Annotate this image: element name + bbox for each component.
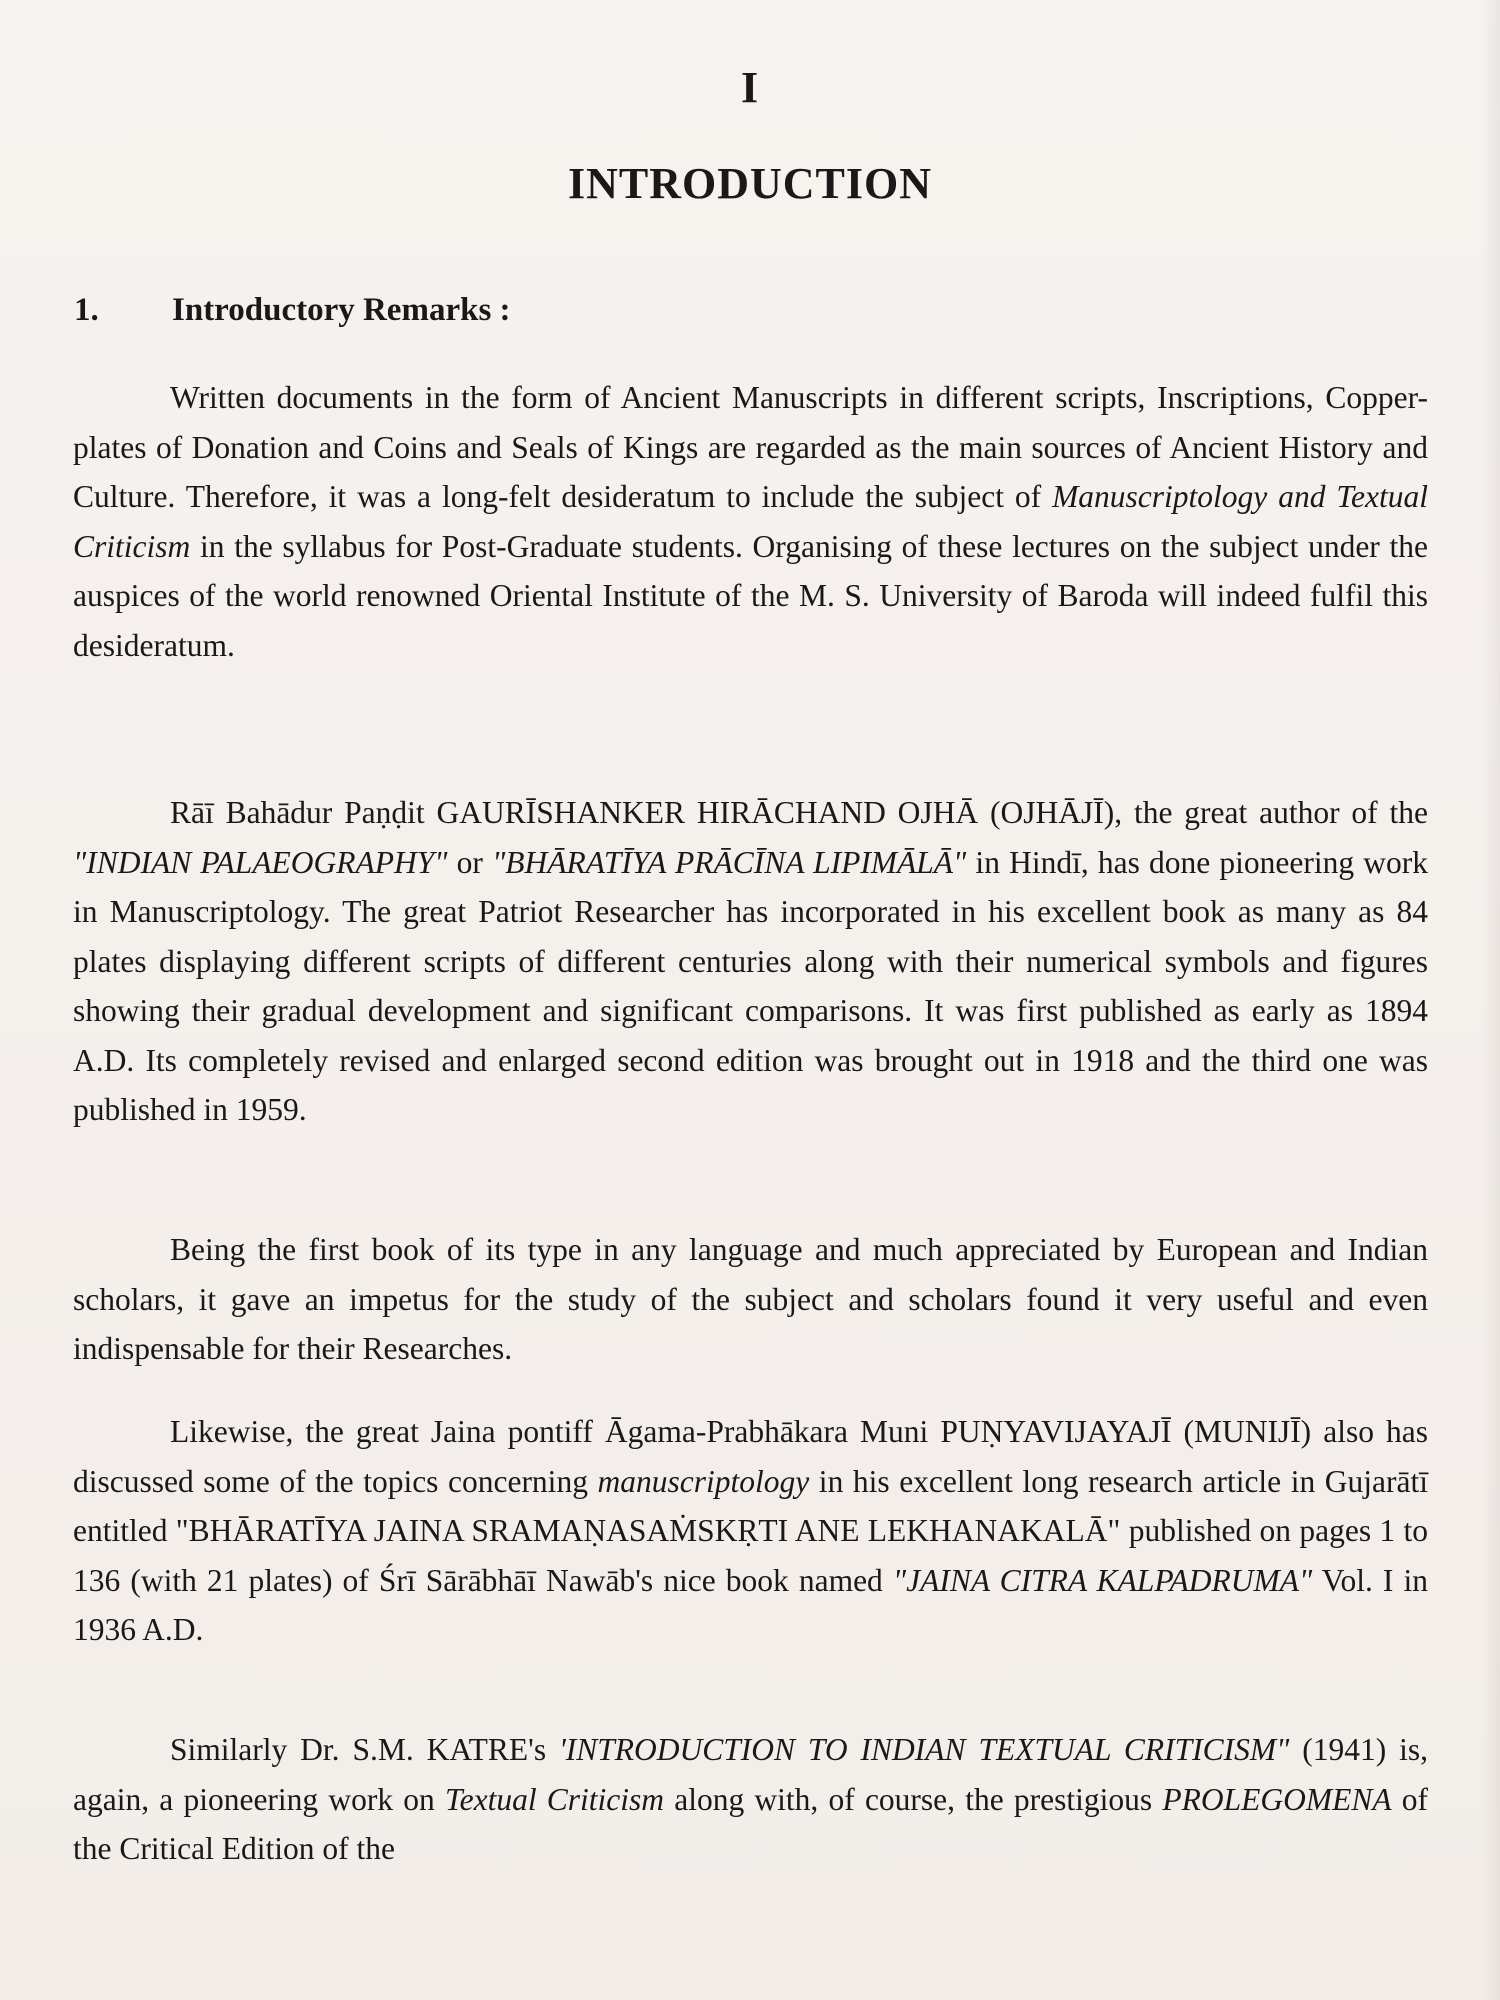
paragraph-5-italic-c: PROLEGOMENA [1162, 1781, 1392, 1817]
paragraph-2 [73, 788, 1428, 1135]
paragraph-1 [73, 373, 1428, 670]
paragraph-1-text-a: Written documents in the form of Ancient Manuscripts in different scripts, Inscriptions, Copper-plates of Donation and Coins and Seals of Kings are regarded as the main sources of Ancient History and Culture. Therefore, it was a long-felt desideratum to include the subject of [73, 380, 1428, 514]
chapter-title: INTRODUCTION [567, 159, 933, 208]
page-edge-shadow [1482, 0, 1500, 2000]
paragraph-4-text-c: Vol. I in 1936 A.D. [73, 1562, 1428, 1647]
paragraph-2-text-b: or [447, 844, 493, 880]
paragraph-3-text-a: Being the first book of its type in any language and much appreciated by European and Indian scholars, it gave an impetus for the study of the subject and scholars found it very useful and even indispensable for their Researches. [73, 1232, 1428, 1366]
paragraph-3 [73, 1225, 1428, 1374]
chapter-number: I [740, 63, 760, 112]
section-heading [74, 292, 511, 329]
paragraph-4-italic-a: manuscriptology [597, 1463, 810, 1499]
paragraph-2-italic-a: "INDIAN PALAEOGRAPHY" [73, 844, 448, 880]
paragraph-5-italic-a: 'INTRODUCTION TO INDIAN TEXTUAL CRITICISM" [559, 1732, 1290, 1767]
paragraph-5-text-b: (1941) is, again, a pioneering work on [73, 1732, 1428, 1817]
paragraph-4-italic-b: "JAINA CITRA KALPADRUMA" [892, 1562, 1313, 1598]
section-title: Introductory Remarks : [172, 292, 511, 328]
paragraph-2-italic-b: "BHĀRATĪYA PRĀCĪNA LIPIMĀLĀ" [492, 844, 967, 880]
paragraph-5-text-c: along with, of course, the prestigious [664, 1781, 1163, 1817]
paragraph-5 [73, 1725, 1428, 1874]
paragraph-4 [73, 1407, 1428, 1655]
paragraph-1-italic-a: Manuscriptology and Textual Criticism [73, 479, 1428, 564]
paragraph-4-text-b: in his excellent long research article in Gujarātī entitled "BHĀRATĪYA JAINA SRAMAṆASAṀSKṚTI ANE LEKHANAKALĀ" published on pages 1 to 136 (with 21 plates) of Śrī Sārābhāī Nawāb's nice book named [73, 1463, 1428, 1598]
paragraph-5-text-a: Similarly Dr. S.M. KATRE's [170, 1732, 559, 1767]
paragraph-5-italic-b: Textual Criticism [445, 1781, 665, 1817]
paragraph-5-text-d: of the Critical Edition of the [73, 1781, 1429, 1866]
section-number: 1. [74, 292, 99, 328]
paragraph-2-text-a: Rāī Bahādur Paṇḍit GAURĪSHANKER HIRĀCHAND OJHĀ (OJHĀJĪ), the great author of the [170, 795, 1428, 830]
paragraph-2-text-c: in Hindī, has done pioneering work in Manuscriptology. The great Patriot Researcher has incorporated in his excellent book as many as 84 plates displaying different scripts of different centuries along with their numerical symbols and figures showing their gradual development and significant comparisons. It was first published as early as 1894 A.D. Its completely revised and enlarged second edition was brought out in 1918 and the third one was published in 1959. [73, 844, 1429, 1127]
paragraph-4-text-a: Likewise, the great Jaina pontiff Āgama-Prabhākara Muni PUṆYAVIJAYAJĪ (MUNIJĪ) also has discussed some of the topics concerning [73, 1414, 1428, 1499]
paragraph-1-text-b: in the syllabus for Post-Graduate students. Organising of these lectures on the subject under the auspices of the world renowned Oriental Institute of the M. S. University of Baroda will indeed fulfil this desideratum. [73, 528, 1428, 663]
